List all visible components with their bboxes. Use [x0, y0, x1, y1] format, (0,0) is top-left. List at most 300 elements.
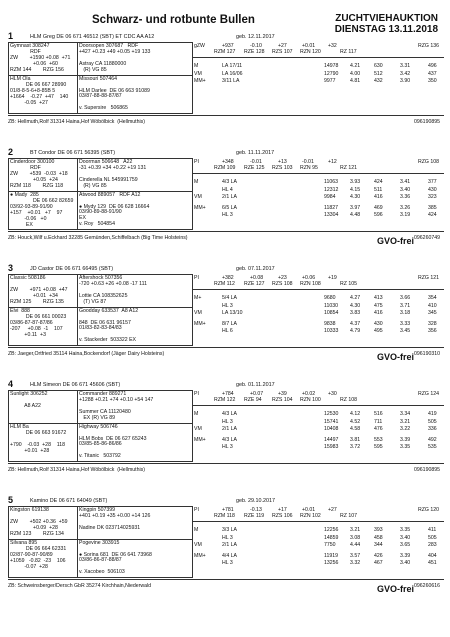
breeding-value: RZG 121 [418, 275, 440, 281]
divider [192, 289, 444, 290]
lactation-cell: 10333 [324, 328, 339, 334]
lactation-cell: 14497 [324, 436, 339, 443]
breeding-index: RZN 95 [300, 165, 318, 171]
lactation-cell: VM [194, 542, 202, 548]
breeding-value: gZW [194, 43, 205, 49]
dam-line: HLM Ola [10, 76, 31, 82]
sire-pedigree-line: Commander 889271 [79, 391, 127, 397]
lactation-cell: 393 [374, 527, 383, 533]
bull-name: BT Condor DE 06 671 56395 (SBT) [30, 150, 115, 156]
lactation-cell: 328 [428, 320, 437, 327]
sire-pedigree-line: (T) VG 87 [79, 299, 107, 305]
lactation-cell: MM+ [194, 436, 206, 443]
auction-header [335, 14, 438, 35]
sire-pedigree-line: Kingpin 507399 [79, 507, 116, 513]
lactation-cell: HL 3 [222, 560, 233, 566]
dam-line: HLM Ba [10, 424, 29, 430]
breeder-id: 096260616 [414, 582, 440, 589]
bull-name: HLM Simeon DE 06 671 45606 (SBT) [30, 382, 121, 388]
sire-line: RZM 144 RZG 156 [10, 67, 64, 73]
lactation-cell: 416 [374, 310, 383, 316]
lactation-cell: 467 [374, 560, 383, 566]
breeding-index: RZN 108 [300, 281, 321, 287]
auction-label: ZUCHTVIEHAUKTION [335, 13, 438, 24]
dam-pedigree-line: 848 DE 06 631 96157 [79, 319, 131, 326]
lactation-cell: 4.52 [350, 418, 361, 425]
lactation-cell: 424 [374, 179, 383, 185]
divider [8, 115, 444, 116]
breeder-id: 096260749 [414, 234, 440, 241]
lactation-cell: 3.39 [400, 436, 411, 443]
breeding-index: RZE 125 [244, 165, 265, 171]
breeding-index: RZ 121 [340, 165, 358, 171]
lactation-cell: 410 [428, 302, 437, 309]
divider [8, 579, 444, 580]
bull-name: Kamino DE 06 671 64049 (SBT) [30, 498, 108, 504]
lactation-cell: 6/5 LA [222, 204, 237, 211]
lactation-cell: 3.41 [400, 179, 411, 185]
breeding-value: -0.13 [250, 507, 262, 513]
lactation-cell: 13256 [324, 560, 339, 566]
sire-pedigree-line: +1288 +0.21 +74 +0.10 +54 147 [79, 397, 154, 403]
lactation-cell: 377 [428, 179, 437, 185]
lactation-cell: 512 [374, 70, 383, 77]
lactation-cell: 3/3 LA [222, 527, 237, 533]
sire-line: Kingston 619138 [10, 507, 49, 513]
lactation-cell: HL 3 [222, 418, 233, 425]
breeding-index: RZN 120 [300, 49, 321, 55]
breeding-value: +937 [222, 43, 234, 49]
lactation-cell: 426 [374, 552, 383, 559]
lactation-cell: 4.58 [350, 426, 361, 432]
sire-pedigree-line: Summer CA 11120480 [79, 409, 131, 415]
breeding-index: RZ 117 [340, 49, 357, 55]
dam-line: +1059 -0.82 -23 106 [10, 558, 66, 564]
lactation-cell: HL 3 [222, 444, 233, 450]
sire-pedigree-line: (R) VG 85 [79, 183, 107, 189]
divider [192, 57, 444, 58]
bull-entry [8, 33, 444, 149]
breeding-index: RZE 119 [244, 513, 265, 519]
dam-pedigree-line: EX [79, 215, 86, 222]
lactation-cell: 4.44 [350, 542, 361, 548]
lactation-cell: 356 [428, 328, 437, 334]
divider [192, 521, 444, 522]
lactation-cell: 3.21 [350, 527, 361, 533]
lactation-cell: 336 [428, 426, 437, 432]
lactation-cell: 4.48 [350, 212, 361, 218]
breeding-value: RZG 108 [418, 159, 440, 165]
lactation-cell: 3.57 [350, 552, 361, 559]
entry-number: 1 [8, 31, 14, 41]
lactation-cell: 3.33 [400, 320, 411, 327]
breeder-id: 096190895 [414, 466, 440, 473]
breeding-value: +0.06 [302, 275, 316, 281]
breeding-value: RZG 124 [418, 391, 440, 397]
lactation-cell: 505 [428, 534, 437, 541]
lactation-cell: 2/1 LA [222, 194, 237, 200]
sire-line: ZW +539 -0.03 +18 [10, 171, 68, 177]
lactation-cell: 3.31 [400, 63, 411, 69]
lactation-cell: HL 3 [222, 302, 233, 309]
dam-pedigree-line: v. Roy 504854 [79, 221, 115, 227]
lactation-cell: 11919 [324, 552, 339, 559]
lactation-cell: 4.37 [350, 320, 361, 327]
lactation-cell: 496 [428, 63, 437, 69]
breeding-value: +0.08 [250, 275, 264, 281]
page-title: Schwarz- und rotbunte Bullen [92, 14, 255, 26]
lactation-cell: VM [194, 194, 202, 200]
lactation-cell: 3.40 [400, 560, 411, 566]
sire-pedigree-line: Cinderella NL 545991759 [79, 177, 138, 183]
breeder-line: ZB: Jaeger,Ortfried 35114 Haina,Bockendorf (Jäger Dairy Holsteins) [8, 350, 165, 357]
entry-number: 4 [8, 379, 14, 389]
lactation-cell: VM [194, 70, 202, 77]
breeding-index: RZE 128 [244, 49, 265, 55]
sire-line: ZW +502 +0.36 +59 [10, 519, 68, 525]
breeding-value: +30 [328, 391, 337, 397]
divider [192, 405, 444, 406]
breeding-index: RZ 108 [340, 397, 358, 403]
breeding-value: RZG 120 [418, 507, 440, 513]
lactation-cell: 492 [428, 436, 437, 443]
divider [8, 463, 444, 464]
lactation-cell: 11827 [324, 204, 339, 211]
lactation-cell: 2/1 LA [222, 542, 237, 548]
lactation-cell: MM+ [194, 78, 206, 84]
dam-line: +157 +0.01 +7 97 [10, 210, 63, 216]
lactation-cell: 437 [428, 70, 437, 77]
dam-line: DE 06 663 91672 [10, 430, 67, 436]
breeding-value: +32 [328, 43, 337, 49]
breeder-id: 096190895 [414, 118, 440, 125]
birth-date: geb. 29.10.2017 [236, 498, 275, 504]
breeding-value: +23 [278, 275, 287, 281]
divider [8, 231, 444, 232]
dam-line: +1664 -0.27 +47 140 [10, 94, 69, 100]
breeding-value: RZG 136 [418, 43, 440, 49]
bull-entry [8, 265, 444, 381]
dam-line: -0.05 +27 [10, 100, 48, 106]
lactation-cell: 10854 [324, 310, 339, 316]
lactation-cell: 4.79 [350, 328, 361, 334]
lactation-cell: 7750 [324, 542, 336, 548]
dam-line: -0.07 +28 [10, 564, 48, 570]
sire-line: +0.09 +28 [10, 525, 58, 531]
lactation-cell: 3.34 [400, 411, 411, 417]
lactation-cell: 385 [428, 204, 437, 211]
bull-name: JD Castor DE 06 671 66495 (SBT) [30, 266, 113, 272]
lactation-cell: 4.00 [350, 70, 361, 77]
lactation-cell: 4/3 LA [222, 411, 237, 417]
sire-line: RDF [10, 165, 41, 171]
dam-pedigree-line: HLM Darlee DE 06 663 91089 [79, 87, 150, 94]
birth-date: geb. 07.11.2017 [236, 266, 275, 272]
breeding-index: RZE 127 [244, 281, 265, 287]
lactation-cell: 4/4 LA [222, 552, 237, 559]
lactation-cell: 476 [374, 426, 383, 432]
lactation-cell: 344 [374, 542, 383, 548]
dam-pedigree-line: v. Xacobeo 506103 [79, 569, 125, 575]
breeder-line: ZB: Schweinsberger/Dersch GbR 35274 Kirchhain,Niederwald [8, 582, 152, 589]
breeding-index: RZN 102 [300, 513, 321, 519]
dam-line: Elvi 888 [10, 308, 30, 314]
lactation-cell: 11030 [324, 302, 339, 309]
lactation-cell: 3.18 [400, 310, 411, 316]
sire-line: RZM 123 RZG 134 [10, 531, 64, 537]
lactation-cell: MM+ [194, 552, 206, 559]
lactation-cell: 4.27 [350, 295, 361, 301]
lactation-cell: 9977 [324, 78, 336, 84]
sire-line: ZW +971 +0.08 +47 [10, 287, 68, 293]
lactation-cell: 458 [374, 534, 383, 541]
lactation-cell: 4.30 [350, 194, 361, 200]
sire-pedigree-line: EX (R) VG 89 [79, 415, 116, 421]
lactation-cell: 416 [374, 194, 383, 200]
lactation-cell: 283 [428, 542, 437, 548]
lactation-cell: 12530 [324, 411, 339, 417]
breeding-index: RZS 104 [272, 397, 293, 403]
breeding-value: +39 [278, 391, 287, 397]
lactation-cell: 553 [374, 436, 383, 443]
sire-line: Cinderdoor 300100 [10, 159, 55, 165]
lactation-cell: 15983 [324, 444, 339, 450]
lactation-cell: 350 [428, 78, 437, 84]
dam-line: 03/86-87-87-87/86 [10, 320, 53, 326]
lactation-cell: 8/7 LA [222, 320, 237, 327]
dam-pedigree-line: Goodday 633537 A8 A12 [79, 308, 139, 314]
lactation-cell: 430 [374, 320, 383, 327]
breeding-value: -0.01 [302, 159, 314, 165]
dam-pedigree-line: 03/90-89-88-91/90 [79, 209, 122, 216]
sire-line: +0.05 +24 [10, 177, 58, 183]
gvo-free-badge: GVO-frei [376, 235, 414, 246]
lactation-cell: 12312 [324, 186, 339, 193]
dam-pedigree-line: ● Mydy 129 DE 06 628 16664 [79, 203, 150, 210]
birth-date: geb. 12.11.2017 [236, 34, 275, 40]
lactation-cell: 3.35 [400, 444, 411, 450]
breeding-value: +0.02 [302, 391, 316, 397]
dam-line: +0.11 +3 [10, 332, 46, 338]
lactation-cell: 630 [374, 63, 383, 69]
breeding-index: RZS 108 [272, 281, 293, 287]
lactation-cell: 3.81 [350, 436, 361, 443]
lactation-cell: 475 [374, 302, 383, 309]
birth-date: geb. 11.11.2017 [236, 150, 275, 156]
dam-line: DE 06 667 28990 [10, 82, 67, 88]
lactation-cell: 2/1 LA [222, 426, 237, 432]
breeding-value: +0.07 [250, 391, 264, 397]
dam-line: -207 +0.08 -1 107 [10, 326, 63, 332]
sire-pedigree-line: Astray CA 11880000 [79, 61, 127, 67]
dam-line: +0.01 +28 [10, 448, 50, 454]
breeding-index: RZS 107 [272, 49, 293, 55]
divider [192, 173, 444, 174]
lactation-cell: MM+ [194, 320, 206, 327]
lactation-cell: 3.66 [400, 295, 411, 301]
breeding-value: PI [194, 275, 199, 281]
sire-line: RZM 118 RZG 118 [10, 183, 64, 189]
entry-number: 5 [8, 495, 14, 505]
dam-line: DE 06 661 00023 [10, 314, 67, 320]
dam-line: ● Mady 285 [10, 192, 39, 198]
lactation-cell: 14978 [324, 63, 339, 69]
bull-entry [8, 497, 444, 613]
lactation-cell: 3.97 [350, 204, 361, 211]
entry-number: 2 [8, 147, 14, 157]
dam-pedigree-line: Missouri 507464 [79, 76, 118, 82]
lactation-cell: 4.21 [350, 63, 361, 69]
lactation-cell: 4.81 [350, 78, 361, 84]
auction-date: DIENSTAG 13.11.2018 [334, 23, 438, 35]
breeding-value: +0.01 [302, 507, 316, 513]
lactation-cell: 9680 [324, 295, 336, 301]
sire-pedigree-line: -31 +0.39 +34 +0.22 +19 131 [79, 165, 147, 171]
lactation-cell: 711 [374, 418, 383, 425]
breeding-value: +17 [278, 507, 287, 513]
lactation-cell: 4.15 [350, 186, 361, 193]
lactation-cell: 505 [428, 418, 437, 425]
lactation-cell: 3.90 [400, 78, 411, 84]
lactation-cell: HL 3 [222, 212, 233, 218]
dam-pedigree-line: v. Titanic 503792 [79, 453, 121, 459]
sire-pedigree-line: (R) VG 85 [79, 67, 107, 73]
lactation-cell: 323 [428, 194, 437, 200]
lactation-cell: 596 [374, 212, 383, 218]
breeding-value: +348 [222, 159, 234, 165]
lactation-cell: 419 [428, 411, 437, 417]
lactation-cell: 3.36 [400, 194, 411, 200]
lactation-cell: M [194, 411, 199, 417]
lactation-cell: 9984 [324, 194, 336, 200]
breeder-id: 096190310 [414, 350, 440, 357]
lactation-cell: 5/4 LA [222, 295, 237, 301]
lactation-cell: 411 [428, 527, 437, 533]
breeding-index: RZM 118 [214, 513, 235, 519]
lactation-cell: 354 [428, 295, 437, 301]
dam-pedigree-line: v. Stackeder 503322 EX [79, 337, 137, 343]
sire-line: RZM 125 RZG 135 [10, 299, 64, 305]
lactation-cell: 3.72 [350, 444, 361, 450]
lactation-cell: 511 [374, 186, 383, 193]
dam-pedigree-line: v. Supersire 506865 [79, 105, 128, 111]
dam-pedigree-line: HLM Bobs DE 06 627 65243 [79, 435, 147, 442]
bull-name: HLM Greg DE 06 671 46512 (SBT) ET CDC AA A12 [30, 34, 155, 40]
breeding-value: +27 [278, 43, 287, 49]
lactation-cell: 3.40 [400, 186, 411, 193]
lactation-cell: LA 13/10 [222, 310, 243, 316]
sire-pedigree-line: Doorman 506648 A22 [79, 159, 133, 165]
lactation-cell: 3.32 [350, 560, 361, 566]
breeding-index: RZ 105 [340, 281, 358, 287]
dam-pedigree-line: 03/87-88-88-87/87 [79, 93, 122, 100]
bull-entry [8, 381, 444, 497]
lactation-cell: 3.08 [350, 534, 361, 541]
lactation-cell: 413 [374, 295, 383, 301]
lactation-cell: 345 [428, 310, 437, 316]
lactation-cell: 10408 [324, 426, 339, 432]
lactation-cell: 3/11 LA [222, 78, 240, 84]
lactation-cell: 3.26 [400, 204, 411, 211]
lactation-cell: 404 [428, 552, 437, 559]
breeding-value: PI [194, 159, 199, 165]
dam-line: 02/87-90-87-90/89 [10, 552, 53, 558]
dam-pedigree-line: Atwood 889057 RDF A12 [79, 192, 141, 198]
breeding-value: +12 [328, 159, 337, 165]
lactation-cell: HL 4 [222, 186, 233, 193]
sire-pedigree-line: -720 +0.63 +26 +0.08 -17 111 [79, 281, 148, 287]
lactation-cell: 3.39 [400, 552, 411, 559]
dam-line: DE 06 664 62331 [10, 546, 67, 552]
dam-line: EX [10, 222, 33, 228]
entry-number: 3 [8, 263, 14, 273]
lactation-cell: 3.40 [400, 534, 411, 541]
breeding-value: +784 [222, 391, 234, 397]
dam-pedigree-line: ● Sorina 681 DE 06 641 73968 [79, 551, 152, 558]
lactation-cell: 469 [374, 204, 383, 211]
sire-pedigree-line: Nadine DK 023714025931 [79, 525, 141, 531]
lactation-cell: 3.45 [400, 328, 411, 334]
bull-entry [8, 149, 444, 265]
sire-line: Gymnast 308247 [10, 43, 50, 49]
lactation-cell: 4/3 LA [222, 436, 237, 443]
breeding-index: RZS 106 [272, 513, 293, 519]
breeding-index: RZM 122 [214, 397, 236, 403]
lactation-cell: 451 [428, 560, 437, 566]
lactation-cell: 12256 [324, 527, 339, 533]
breeding-index: RZM 127 [214, 49, 236, 55]
dam-line: Silvana 895 [10, 540, 38, 546]
breeding-value: +13 [278, 159, 287, 165]
sire-line: ZW +1590 +0.08 +71 [10, 55, 71, 61]
lactation-cell: VM [194, 310, 202, 316]
sire-line: Classic 508186 [10, 275, 46, 281]
lactation-cell: M+ [194, 295, 202, 301]
lactation-cell: 516 [374, 411, 383, 417]
lactation-cell: 535 [428, 444, 437, 450]
breeding-index: RZN 100 [300, 397, 321, 403]
dam-line: DE 06 662 82659 [10, 198, 74, 204]
lactation-cell: HL 3 [222, 534, 233, 541]
breeding-index: RZM 112 [214, 281, 235, 287]
lactation-cell: 3.83 [350, 310, 361, 316]
lactation-cell: LA 16/06 [222, 70, 243, 77]
lactation-cell: 3.19 [400, 212, 411, 218]
divider [8, 347, 444, 348]
dam-line: 01/8-8-5-6+8-85B 5 [10, 88, 56, 94]
breeding-value: -0.01 [250, 159, 262, 165]
sire-line: A8 A22 [10, 403, 41, 409]
breeding-value: PI [194, 507, 199, 513]
lactation-cell: 432 [374, 78, 383, 84]
lactation-cell: HL 6 [222, 328, 233, 334]
breeding-value: -0.10 [250, 43, 262, 49]
lactation-cell: 15741 [324, 418, 339, 425]
sire-pedigree-line: +427 +0.23 +49 +0.05 +19 133 [79, 49, 151, 55]
dam-line: 03/92-93-89-91/90 [10, 204, 53, 210]
breeder-line: ZB: Hellmuth,Rolf 31314 Haina,Hof Wöbölbick (Hellmuthis) [8, 118, 145, 125]
lactation-cell: 3.35 [400, 527, 411, 533]
gvo-free-badge: GVO-frei [376, 583, 414, 594]
sire-pedigree-line: +401 +0.19 +35 +0.00 +14 126 [79, 513, 151, 519]
lactation-cell: 12790 [324, 70, 339, 77]
sire-line: Sunlight 306252 [10, 391, 48, 397]
lactation-cell: 430 [428, 186, 437, 193]
lactation-cell: 3.65 [400, 542, 411, 548]
dam-pedigree-line: 03/86-86-87-88/87 [79, 557, 122, 564]
lactation-cell: 4.30 [350, 302, 361, 309]
lactation-cell: 424 [428, 212, 437, 218]
